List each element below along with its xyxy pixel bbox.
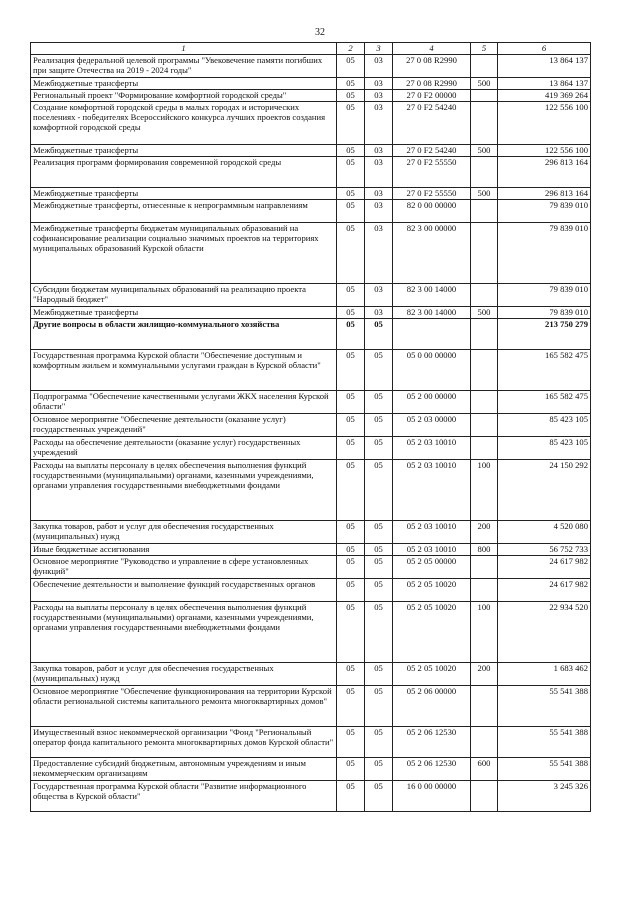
row-subsection: 05 (365, 414, 393, 437)
row-expense-type (471, 200, 498, 223)
table-row (31, 521, 591, 544)
row-target-code: 27 0 F2 55550 (393, 188, 471, 200)
row-amount: 13 864 137 (498, 55, 591, 78)
row-target-code: 82 3 00 14000 (393, 284, 471, 307)
table-row (31, 284, 591, 307)
row-name: Расходы на выплаты персоналу в целях обеспечения выполнения функций государственными (муниципальными) органами, казенными учреждениями, органами управления государственными внебюджетными фондами (31, 602, 337, 663)
row-subsection: 03 (365, 78, 393, 90)
table-row (31, 663, 591, 686)
row-target-code: 05 2 03 10010 (393, 437, 471, 460)
table-row (31, 55, 591, 78)
row-section: 05 (337, 781, 365, 812)
row-expense-type (471, 319, 498, 350)
row-amount: 79 839 010 (498, 200, 591, 223)
column-number: 3 (365, 43, 393, 55)
row-amount: 79 839 010 (498, 284, 591, 307)
table-row (31, 391, 591, 414)
row-expense-type (471, 391, 498, 414)
row-expense-type (471, 727, 498, 758)
row-target-code (393, 319, 471, 350)
table-row (31, 414, 591, 437)
row-subsection: 03 (365, 90, 393, 102)
row-section: 05 (337, 78, 365, 90)
row-subsection: 05 (365, 579, 393, 602)
column-number-row (31, 43, 591, 55)
row-amount: 3 245 326 (498, 781, 591, 812)
table-row (31, 200, 591, 223)
row-section: 05 (337, 556, 365, 579)
row-section: 05 (337, 284, 365, 307)
row-section: 05 (337, 758, 365, 781)
row-subsection: 03 (365, 307, 393, 319)
row-subsection: 05 (365, 781, 393, 812)
row-expense-type (471, 90, 498, 102)
column-number: 4 (393, 43, 471, 55)
table-row (31, 460, 591, 521)
row-subsection: 05 (365, 727, 393, 758)
row-expense-type (471, 350, 498, 391)
row-section: 05 (337, 55, 365, 78)
row-amount: 85 423 105 (498, 414, 591, 437)
row-target-code: 27 0 F2 54240 (393, 102, 471, 145)
row-amount: 22 934 520 (498, 602, 591, 663)
row-name: Межбюджетные трансферты бюджетам муниципальных образований на софинансирование реализации социально значимых проектов на территориях муниципальных образований Курской области (31, 223, 337, 284)
row-amount: 24 617 982 (498, 556, 591, 579)
row-target-code: 05 2 06 00000 (393, 686, 471, 727)
row-amount: 79 839 010 (498, 307, 591, 319)
table-row (31, 727, 591, 758)
row-expense-type (471, 414, 498, 437)
row-name: Межбюджетные трансферты, отнесенные к непрограммным направлениям (31, 200, 337, 223)
page-number: 32 (315, 27, 325, 38)
row-amount: 24 150 292 (498, 460, 591, 521)
table-row (31, 145, 591, 157)
row-target-code: 27 0 08 R2990 (393, 55, 471, 78)
row-subsection: 05 (365, 544, 393, 556)
row-name: Межбюджетные трансферты (31, 307, 337, 319)
table-row (31, 437, 591, 460)
row-section: 05 (337, 437, 365, 460)
row-name: Основное мероприятие "Руководство и управление в сфере установленных функций" (31, 556, 337, 579)
row-name: Расходы на выплаты персоналу в целях обеспечения выполнения функций государственными (муниципальными) органами, казенными учреждениями, органами управления государственными внебюджетными фондами (31, 460, 337, 521)
row-section: 05 (337, 223, 365, 284)
row-subsection: 03 (365, 102, 393, 145)
column-number: 5 (471, 43, 498, 55)
row-expense-type (471, 781, 498, 812)
row-expense-type: 200 (471, 521, 498, 544)
row-amount: 296 813 164 (498, 157, 591, 188)
row-expense-type: 100 (471, 460, 498, 521)
row-expense-type (471, 556, 498, 579)
row-name: Другие вопросы в области жилищно-коммунального хозяйства (31, 319, 337, 350)
row-name: Реализация программ формирования современной городской среды (31, 157, 337, 188)
row-target-code: 05 2 05 10020 (393, 579, 471, 602)
budget-table-body (31, 43, 591, 812)
row-section: 05 (337, 414, 365, 437)
row-expense-type (471, 437, 498, 460)
row-section: 05 (337, 90, 365, 102)
row-section: 05 (337, 727, 365, 758)
row-name: Закупка товаров, работ и услуг для обеспечения государственных (муниципальных) нужд (31, 521, 337, 544)
row-amount: 296 813 164 (498, 188, 591, 200)
row-name: Государственная программа Курской области "Развитие информационного общества в Курской области" (31, 781, 337, 812)
row-target-code: 05 2 03 10010 (393, 460, 471, 521)
row-subsection: 05 (365, 602, 393, 663)
row-subsection: 03 (365, 200, 393, 223)
table-row (31, 102, 591, 145)
row-name: Реализация федеральной целевой программы "Увековечение памяти погибших при защите Отечества на 2019 - 2024 годы" (31, 55, 337, 78)
row-target-code: 16 0 00 00000 (393, 781, 471, 812)
row-target-code: 05 2 05 10020 (393, 663, 471, 686)
row-target-code: 05 2 03 00000 (393, 414, 471, 437)
budget-table (30, 42, 591, 812)
row-section: 05 (337, 602, 365, 663)
row-section: 05 (337, 319, 365, 350)
column-number: 6 (498, 43, 591, 55)
row-target-code: 27 0 F2 55550 (393, 157, 471, 188)
column-number: 2 (337, 43, 365, 55)
row-target-code: 05 2 05 10020 (393, 602, 471, 663)
row-name: Подпрограмма "Обеспечение качественными услугами ЖКХ населения Курской области" (31, 391, 337, 414)
row-target-code: 05 2 06 12530 (393, 727, 471, 758)
row-name: Межбюджетные трансферты (31, 188, 337, 200)
row-amount: 1 683 462 (498, 663, 591, 686)
row-target-code: 05 2 06 12530 (393, 758, 471, 781)
row-amount: 79 839 010 (498, 223, 591, 284)
row-target-code: 27 0 F2 00000 (393, 90, 471, 102)
table-row (31, 157, 591, 188)
row-subsection: 05 (365, 556, 393, 579)
row-subsection: 05 (365, 686, 393, 727)
row-amount: 13 864 137 (498, 78, 591, 90)
row-amount: 419 369 264 (498, 90, 591, 102)
row-expense-type (471, 102, 498, 145)
row-name: Региональный проект "Формирование комфортной городской среды" (31, 90, 337, 102)
row-subsection: 03 (365, 55, 393, 78)
row-expense-type (471, 686, 498, 727)
row-amount: 55 541 388 (498, 758, 591, 781)
row-amount: 4 520 080 (498, 521, 591, 544)
column-number: 1 (31, 43, 337, 55)
table-row (31, 781, 591, 812)
row-amount: 55 541 388 (498, 686, 591, 727)
row-subsection: 05 (365, 319, 393, 350)
row-section: 05 (337, 102, 365, 145)
row-target-code: 05 0 00 00000 (393, 350, 471, 391)
row-name: Основное мероприятие "Обеспечение деятельности (оказание услуг) государственных учреждений" (31, 414, 337, 437)
row-amount: 55 541 388 (498, 727, 591, 758)
row-amount: 122 556 100 (498, 102, 591, 145)
row-section: 05 (337, 350, 365, 391)
row-subsection: 03 (365, 188, 393, 200)
row-expense-type: 500 (471, 307, 498, 319)
row-target-code: 82 3 00 14000 (393, 307, 471, 319)
row-section: 05 (337, 460, 365, 521)
row-name: Основное мероприятие "Обеспечение функционирования на территории Курской области региональной системы капитального ремонта многоквартирных домов" (31, 686, 337, 727)
row-subsection: 05 (365, 521, 393, 544)
row-subsection: 03 (365, 145, 393, 157)
row-section: 05 (337, 307, 365, 319)
table-row (31, 78, 591, 90)
row-name: Иные бюджетные ассигнования (31, 544, 337, 556)
row-amount: 56 752 733 (498, 544, 591, 556)
row-expense-type: 500 (471, 78, 498, 90)
row-section: 05 (337, 663, 365, 686)
row-name: Государственная программа Курской области "Обеспечение доступным и комфортным жильем и коммунальными услугами граждан в Курской области" (31, 350, 337, 391)
table-row (31, 579, 591, 602)
row-name: Предоставление субсидий бюджетным, автономным учреждениям и иным некоммерческим организациям (31, 758, 337, 781)
row-section: 05 (337, 391, 365, 414)
row-target-code: 27 0 F2 54240 (393, 145, 471, 157)
row-target-code: 05 2 05 00000 (393, 556, 471, 579)
row-expense-type: 100 (471, 602, 498, 663)
table-row (31, 602, 591, 663)
row-name: Имущественный взнос некоммерческой организации "Фонд "Региональный оператор фонда капитального ремонта многоквартирных домов Курской области" (31, 727, 337, 758)
row-amount: 85 423 105 (498, 437, 591, 460)
row-section: 05 (337, 145, 365, 157)
table-row (31, 188, 591, 200)
row-section: 05 (337, 544, 365, 556)
row-amount: 122 556 100 (498, 145, 591, 157)
row-section: 05 (337, 200, 365, 223)
row-expense-type: 500 (471, 145, 498, 157)
row-section: 05 (337, 521, 365, 544)
row-expense-type (471, 223, 498, 284)
row-section: 05 (337, 157, 365, 188)
row-target-code: 27 0 08 R2990 (393, 78, 471, 90)
row-expense-type (471, 55, 498, 78)
table-row (31, 686, 591, 727)
row-target-code: 82 3 00 00000 (393, 223, 471, 284)
row-expense-type (471, 157, 498, 188)
table-row (31, 223, 591, 284)
row-subsection: 05 (365, 350, 393, 391)
row-subsection: 03 (365, 284, 393, 307)
row-name: Межбюджетные трансферты (31, 78, 337, 90)
row-subsection: 05 (365, 758, 393, 781)
row-target-code: 05 2 00 00000 (393, 391, 471, 414)
row-section: 05 (337, 686, 365, 727)
row-amount: 213 750 279 (498, 319, 591, 350)
row-name: Закупка товаров, работ и услуг для обеспечения государственных (муниципальных) нужд (31, 663, 337, 686)
row-subsection: 05 (365, 460, 393, 521)
table-row (31, 350, 591, 391)
row-expense-type (471, 579, 498, 602)
table-row (31, 307, 591, 319)
table-row (31, 90, 591, 102)
row-name: Обеспечение деятельности и выполнение функций государственных органов (31, 579, 337, 602)
table-row (31, 319, 591, 350)
row-target-code: 05 2 03 10010 (393, 521, 471, 544)
row-subsection: 05 (365, 391, 393, 414)
row-section: 05 (337, 579, 365, 602)
row-target-code: 05 2 03 10010 (393, 544, 471, 556)
row-amount: 165 582 475 (498, 350, 591, 391)
row-expense-type: 500 (471, 188, 498, 200)
row-subsection: 03 (365, 157, 393, 188)
row-subsection: 05 (365, 437, 393, 460)
row-name: Расходы на обеспечение деятельности (оказание услуг) государственных учреждений (31, 437, 337, 460)
row-expense-type (471, 284, 498, 307)
row-subsection: 03 (365, 223, 393, 284)
row-expense-type: 800 (471, 544, 498, 556)
row-name: Создание комфортной городской среды в малых городах и исторических поселениях - победителях Всероссийского конкурса лучших проектов создания комфортной городской среды (31, 102, 337, 145)
row-subsection: 05 (365, 663, 393, 686)
table-row (31, 544, 591, 556)
row-section: 05 (337, 188, 365, 200)
row-expense-type: 600 (471, 758, 498, 781)
row-amount: 24 617 982 (498, 579, 591, 602)
row-target-code: 82 0 00 00000 (393, 200, 471, 223)
row-amount: 165 582 475 (498, 391, 591, 414)
row-expense-type: 200 (471, 663, 498, 686)
table-row (31, 758, 591, 781)
table-row (31, 556, 591, 579)
row-name: Субсидии бюджетам муниципальных образований на реализацию проекта "Народный бюджет" (31, 284, 337, 307)
row-name: Межбюджетные трансферты (31, 145, 337, 157)
